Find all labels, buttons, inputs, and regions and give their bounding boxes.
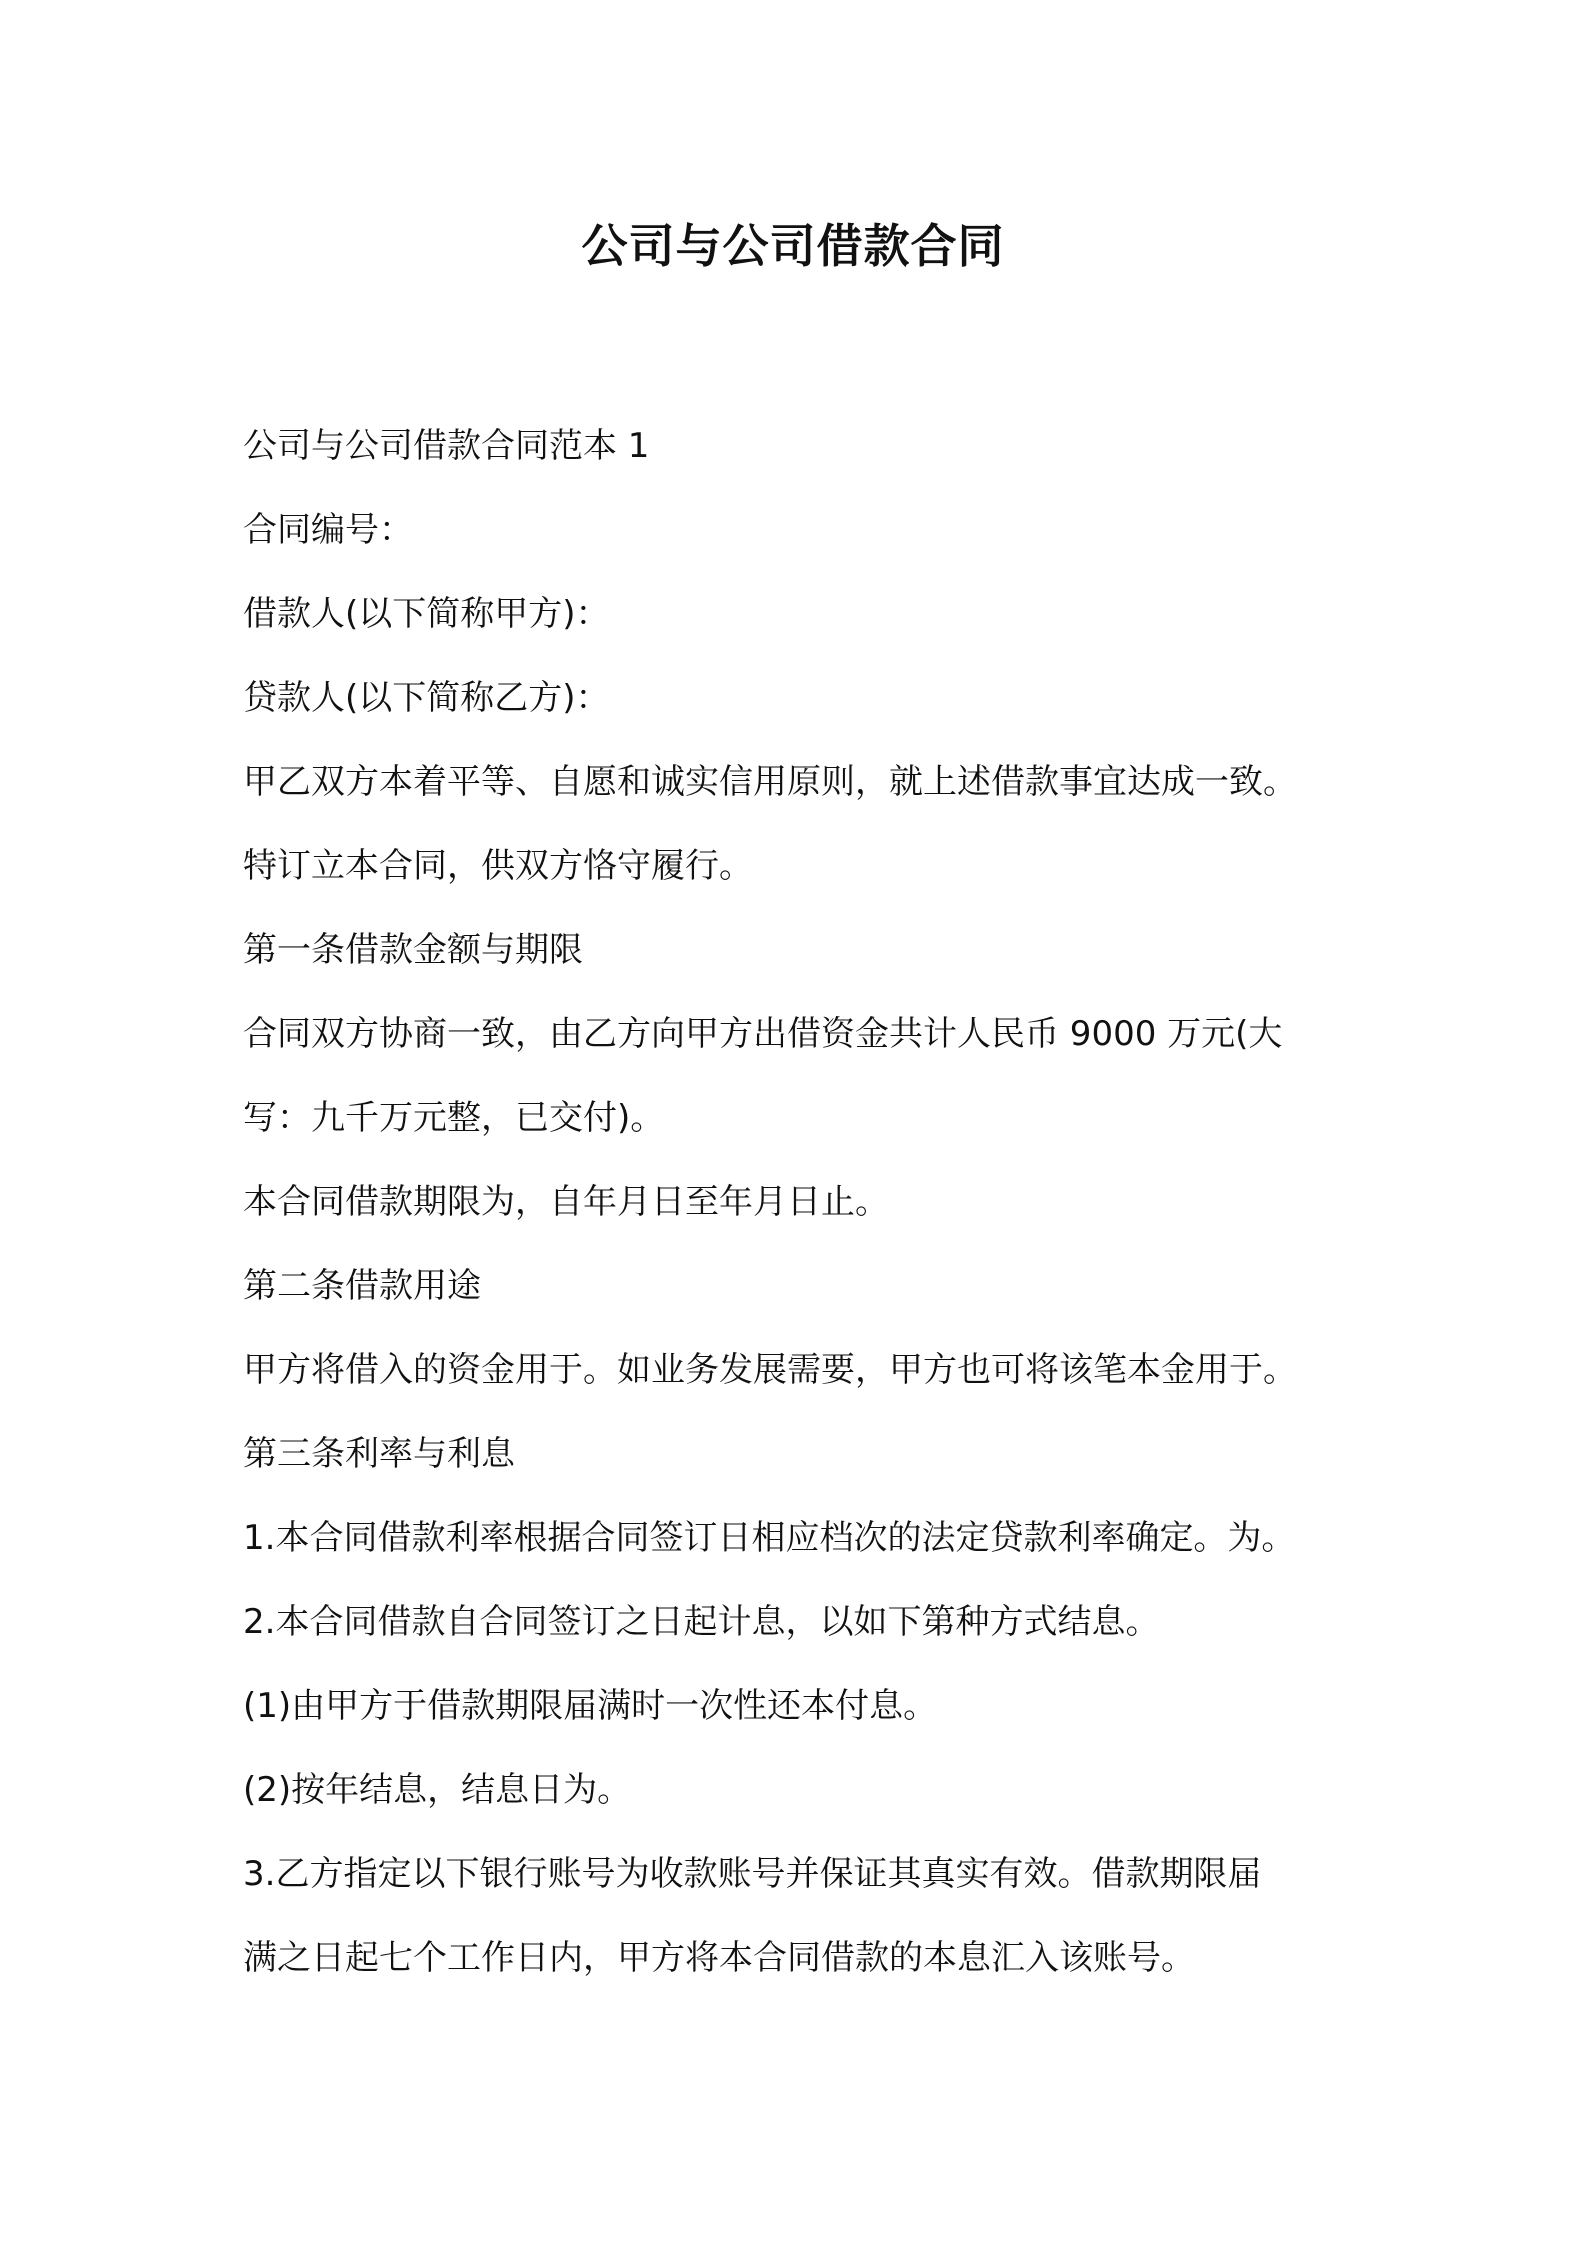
article-3-item-2-option-1: (1)由甲方于借款期限届满时一次性还本付息。 (243, 1686, 938, 1726)
section-heading-template-1: 公司与公司借款合同范本 1 (243, 426, 650, 466)
document-body (243, 404, 1383, 2000)
contract-number-field: 合同编号： (243, 510, 413, 550)
article-3-item-2: 2.本合同借款自合同签订之日起计息，以如下第种方式结息。 (243, 1602, 1160, 1642)
document-title: 公司与公司借款合同 (581, 219, 1005, 273)
article-1-paragraph-line-1: 合同双方协商一致，由乙方向甲方出借资金共计人民币 9000 万元(大 (243, 1014, 1283, 1054)
article-1-heading: 第一条借款金额与期限 (243, 930, 583, 970)
article-2-heading: 第二条借款用途 (243, 1266, 481, 1306)
article-3-item-3-line-1: 3.乙方指定以下银行账号为收款账号并保证其真实有效。借款期限届 (243, 1854, 1262, 1894)
article-3-item-1: 1.本合同借款利率根据合同签订日相应档次的法定贷款利率确定。为。 (243, 1518, 1296, 1558)
article-3-item-2-option-2: (2)按年结息，结息日为。 (243, 1770, 632, 1810)
article-3-item-3-line-2: 满之日起七个工作日内，甲方将本合同借款的本息汇入该账号。 (243, 1938, 1195, 1978)
article-1-term-line: 本合同借款期限为，自年月日至年月日止。 (243, 1182, 889, 1222)
lender-field: 贷款人(以下简称乙方)： (243, 678, 610, 718)
article-1-paragraph-line-2: 写：九千万元整，已交付)。 (243, 1098, 665, 1138)
article-2-paragraph: 甲方将借入的资金用于。如业务发展需要，甲方也可将该笔本金用于。 (243, 1350, 1297, 1390)
borrower-field: 借款人(以下简称甲方)： (243, 594, 610, 634)
article-3-heading: 第三条利率与利息 (243, 1434, 515, 1474)
preamble-line-2: 特订立本合同，供双方恪守履行。 (243, 846, 753, 886)
preamble-line-1: 甲乙双方本着平等、自愿和诚实信用原则，就上述借款事宜达成一致。 (243, 762, 1297, 802)
